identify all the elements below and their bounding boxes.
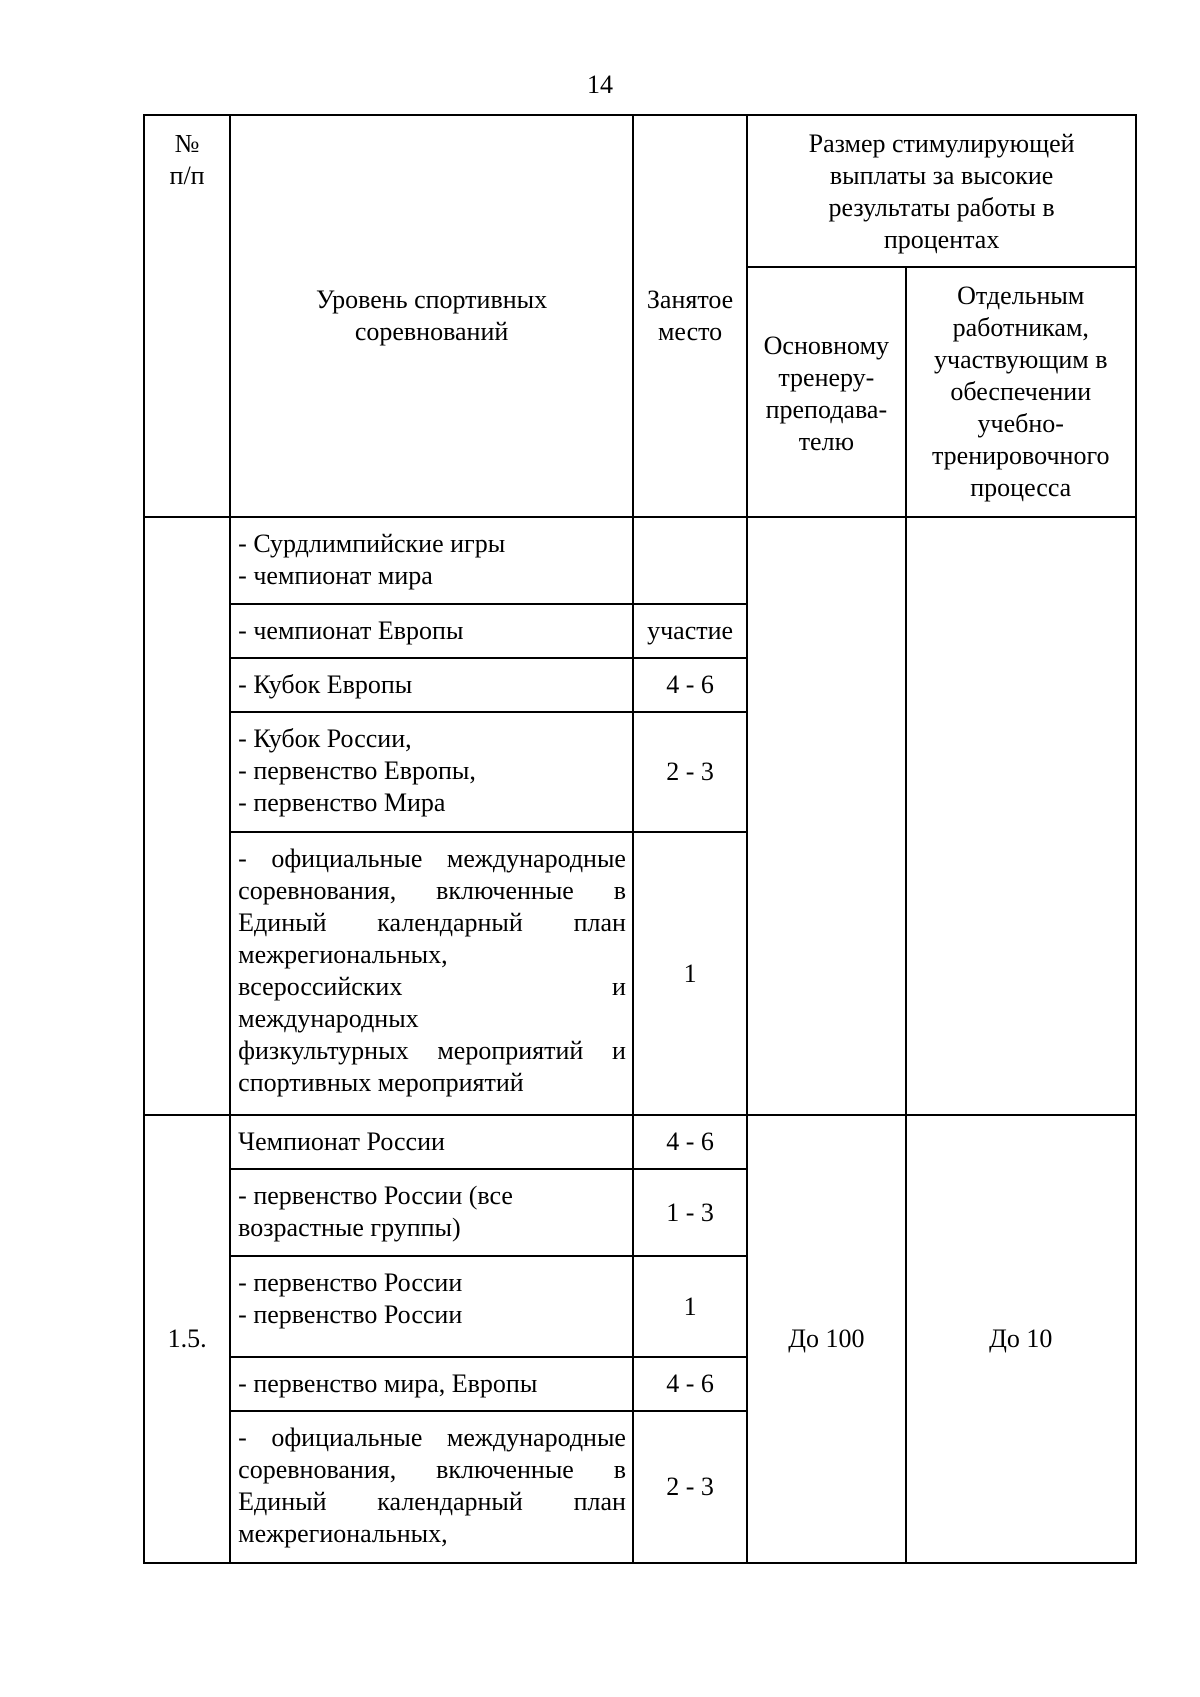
header-other-staff-cell (906, 267, 1137, 517)
header-other-staff-line-3: участвующим в (934, 345, 1108, 374)
block1-row2-place: участие (633, 604, 747, 658)
level-line: межрегиональных, (238, 940, 448, 969)
header-main-coach-line-1: Основному (763, 331, 890, 360)
level-line: Единый календарный план (238, 1487, 626, 1516)
block1-row4-place: 2 - 3 (633, 712, 747, 832)
header-payment-line-1: Размер стимулирующей (808, 129, 1075, 158)
block2-row2-place: 1 - 3 (633, 1169, 747, 1256)
level-line: - Кубок России, (238, 724, 412, 753)
stimulus-payment-table (143, 114, 1137, 1564)
block1-row1-level (230, 517, 633, 604)
header-payment-line-3: результаты работы в (828, 193, 1055, 222)
block1-row5-place: 1 (633, 832, 747, 1115)
level-line: физкультурных мероприятий и (238, 1036, 626, 1065)
block2-row2-level (230, 1169, 633, 1256)
level-line: - чемпионат Европы (238, 616, 464, 645)
header-other-staff-line-4: обеспечении (950, 377, 1092, 406)
header-place-cell (633, 115, 747, 517)
header-place-line-2: место (657, 317, 723, 346)
block2-row1-level (230, 1115, 633, 1169)
block1-row3-place: 4 - 6 (633, 658, 747, 712)
block1-number-cell (144, 517, 230, 1115)
block1-other-staff-cell (906, 517, 1137, 1115)
level-line: межрегиональных, (238, 1519, 448, 1548)
block1-row4-level (230, 712, 633, 832)
header-main-coach-line-2: тренеру- (778, 363, 875, 392)
header-payment-line-2: выплаты за высокие (829, 161, 1054, 190)
header-level-line-2: соревнований (354, 317, 509, 346)
header-other-staff-line-7: процесса (970, 473, 1072, 502)
block2-row5-level (230, 1411, 633, 1563)
header-number-cell (144, 115, 230, 517)
level-line: - первенство России (238, 1268, 463, 1297)
block2-main-coach-cell: До 100 (747, 1115, 905, 1563)
level-line: - первенство мира, Европы (238, 1369, 538, 1398)
level-line: международных (238, 1004, 419, 1033)
level-line: всероссийских и (238, 972, 626, 1001)
block2-number-cell: 1.5. (144, 1115, 230, 1563)
header-other-staff-line-6: тренировочного (932, 441, 1110, 470)
header-payment-line-4: процентах (883, 225, 1000, 254)
block2-row3-level (230, 1256, 633, 1357)
level-line: - первенство Мира (238, 788, 446, 817)
block2-row3-place: 1 (633, 1256, 747, 1357)
level-line: - первенство России (все (238, 1181, 513, 1210)
block1-row5-level (230, 832, 633, 1115)
page-number: 14 (587, 70, 613, 99)
header-other-staff-line-2: работникам, (952, 313, 1089, 342)
block1-main-coach-cell (747, 517, 905, 1115)
level-line: возрастные группы) (238, 1213, 461, 1242)
block2-row4-place: 4 - 6 (633, 1357, 747, 1411)
table-row (144, 1115, 1136, 1169)
block2-row1-place: 4 - 6 (633, 1115, 747, 1169)
header-other-staff-line-1: Отдельным (957, 281, 1085, 310)
level-line: Единый календарный план (238, 908, 626, 937)
level-line: Чемпионат России (238, 1127, 445, 1156)
header-other-staff-line-5: учебно- (977, 409, 1064, 438)
level-line: соревнования, включенные в (238, 1455, 626, 1484)
header-main-coach-cell (747, 267, 905, 517)
header-number-line-2: п/п (169, 161, 205, 190)
header-number-line-1: № (174, 129, 200, 158)
table-row (144, 517, 1136, 604)
level-line: - первенство Европы, (238, 756, 476, 785)
block2-row4-level (230, 1357, 633, 1411)
block1-row3-level (230, 658, 633, 712)
header-main-coach-line-4: телю (798, 427, 854, 456)
header-level-line-1: Уровень спортивных (316, 285, 548, 314)
level-line: - официальные международные (238, 844, 626, 873)
level-line: соревнования, включенные в (238, 876, 626, 905)
level-line: - официальные международные (238, 1423, 626, 1452)
header-payment-group-cell (747, 115, 1136, 267)
level-line: спортивных мероприятий (238, 1068, 524, 1097)
level-line: - Кубок Европы (238, 670, 413, 699)
block1-row1-place (633, 517, 747, 604)
header-level-cell (230, 115, 633, 517)
block2-other-staff-cell: До 10 (906, 1115, 1137, 1563)
block1-row2-level (230, 604, 633, 658)
level-line: - Сурдлимпийские игры (238, 529, 506, 558)
level-line: - первенство России (238, 1300, 463, 1329)
level-line: - чемпионат мира (238, 561, 433, 590)
header-main-coach-line-3: преподава- (765, 395, 888, 424)
block2-row5-place: 2 - 3 (633, 1411, 747, 1563)
header-place-line-1: Занятое (646, 285, 734, 314)
